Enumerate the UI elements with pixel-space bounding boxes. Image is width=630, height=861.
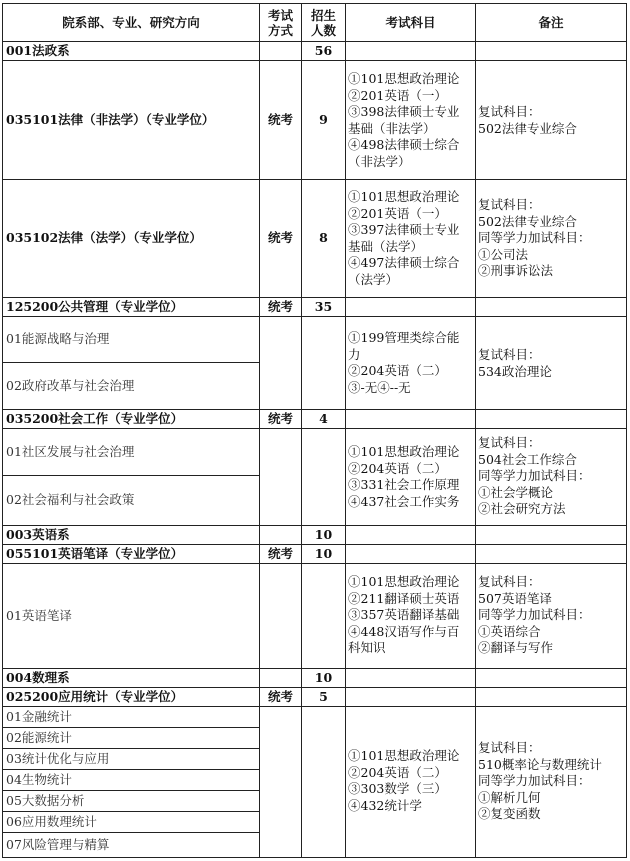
major-035101-count: 9 — [319, 111, 328, 127]
major-035102-notes: 复试科目： 502法律专业综合 同等学力加试科目： ①公司法 ②刑事诉讼法 — [478, 197, 591, 278]
major-035200-subjects: ①101思想政治理论 ②204英语（二） ③331社会工作原理 ④437社会工作实务 — [348, 444, 460, 509]
major-125200-name: 125200公共管理（专业学位） — [6, 298, 184, 314]
header-enrollment: 招生 人数 — [310, 7, 336, 38]
major-025200-notes: 复试科目： 510概率论与数理统计 同等学力加试科目： ①解析几何 ②复变函数 — [478, 740, 602, 821]
major-035102-method: 统考 — [267, 230, 293, 246]
header-notes: 备注 — [538, 15, 564, 30]
direction-item: 01能源战略与治理 — [6, 331, 110, 347]
direction-item: 06应用数理统计 — [6, 813, 97, 829]
major-035101-subjects: ①101思想政治理论 ②201英语（一） ③398法律硕士专业 基础（非法学） ④498法律硕士综合 （非法学） — [348, 71, 460, 169]
major-055101-notes: 复试科目： 507英语笔译 同等学力加试科目： ①英语综合 ②翻译与写作 — [478, 574, 591, 655]
major-035101-method: 统考 — [267, 111, 293, 127]
major-025200-name: 025200应用统计（专业学位） — [6, 688, 184, 704]
major-035102-count: 8 — [319, 230, 328, 246]
direction-item: 04生物统计 — [6, 771, 72, 787]
admissions-table — [2, 3, 627, 858]
direction-item: 01社区发展与社会治理 — [6, 443, 135, 459]
direction-item: 07风险管理与精算 — [6, 836, 110, 852]
major-055101-method: 统考 — [267, 545, 293, 561]
major-035200-count: 4 — [319, 410, 328, 426]
direction-item: 02能源统计 — [6, 729, 72, 745]
dept-003-count: 10 — [314, 526, 333, 542]
major-035101-notes: 复试科目： 502法律专业综合 — [478, 104, 577, 136]
direction-item: 02社会福利与社会政策 — [6, 492, 135, 508]
dept-001-count: 56 — [314, 42, 333, 58]
major-055101-name: 055101英语笔译（专业学位） — [6, 545, 184, 561]
major-025200-subjects: ①101思想政治理论 ②204英语（二） ③303数学（三） ④432统计学 — [348, 748, 460, 813]
major-035101-name: 035101法律（非法学）（专业学位） — [6, 111, 215, 127]
dept-001-name: 001法政系 — [6, 42, 70, 58]
dept-004-count: 10 — [314, 669, 333, 685]
header-exam-subjects: 考试科目 — [385, 15, 436, 30]
major-055101-count: 10 — [314, 545, 333, 561]
major-125200-method: 统考 — [267, 298, 293, 314]
major-125200-notes: 复试科目： 534政治理论 — [478, 347, 552, 379]
major-035102-name: 035102法律（法学）（专业学位） — [6, 230, 202, 246]
header-exam-method: 考试 方式 — [267, 7, 293, 38]
direction-item: 02政府改革与社会治理 — [6, 377, 135, 393]
major-055101-subjects: ①101思想政治理论 ②211翻译硕士英语 ③357英语翻译基础 ④448汉语写作与百 科知识 — [348, 574, 460, 655]
direction-item: 01金融统计 — [6, 708, 72, 724]
major-125200-subjects: ①199管理类综合能 力 ②204英语（二） ③-无④--无 — [348, 330, 460, 395]
major-035200-notes: 复试科目： 504社会工作综合 同等学力加试科目： ①社会学概论 ②社会研究方法 — [478, 435, 591, 516]
major-035200-method: 统考 — [267, 410, 293, 426]
direction-item: 01英语笔译 — [6, 607, 72, 623]
major-025200-count: 5 — [319, 688, 328, 704]
dept-003-name: 003英语系 — [6, 526, 70, 542]
direction-item: 05大数据分析 — [6, 792, 85, 808]
major-035102-subjects: ①101思想政治理论 ②201英语（一） ③397法律硕士专业 基础（法学） ④497法律硕士综合 （法学） — [348, 189, 460, 287]
major-025200-method: 统考 — [267, 688, 293, 704]
dept-004-name: 004数理系 — [6, 669, 70, 685]
major-125200-count: 35 — [314, 298, 333, 314]
direction-item: 03统计优化与应用 — [6, 750, 110, 766]
major-035200-name: 035200社会工作（专业学位） — [6, 410, 184, 426]
header-department: 院系部、专业、研究方向 — [62, 15, 200, 30]
